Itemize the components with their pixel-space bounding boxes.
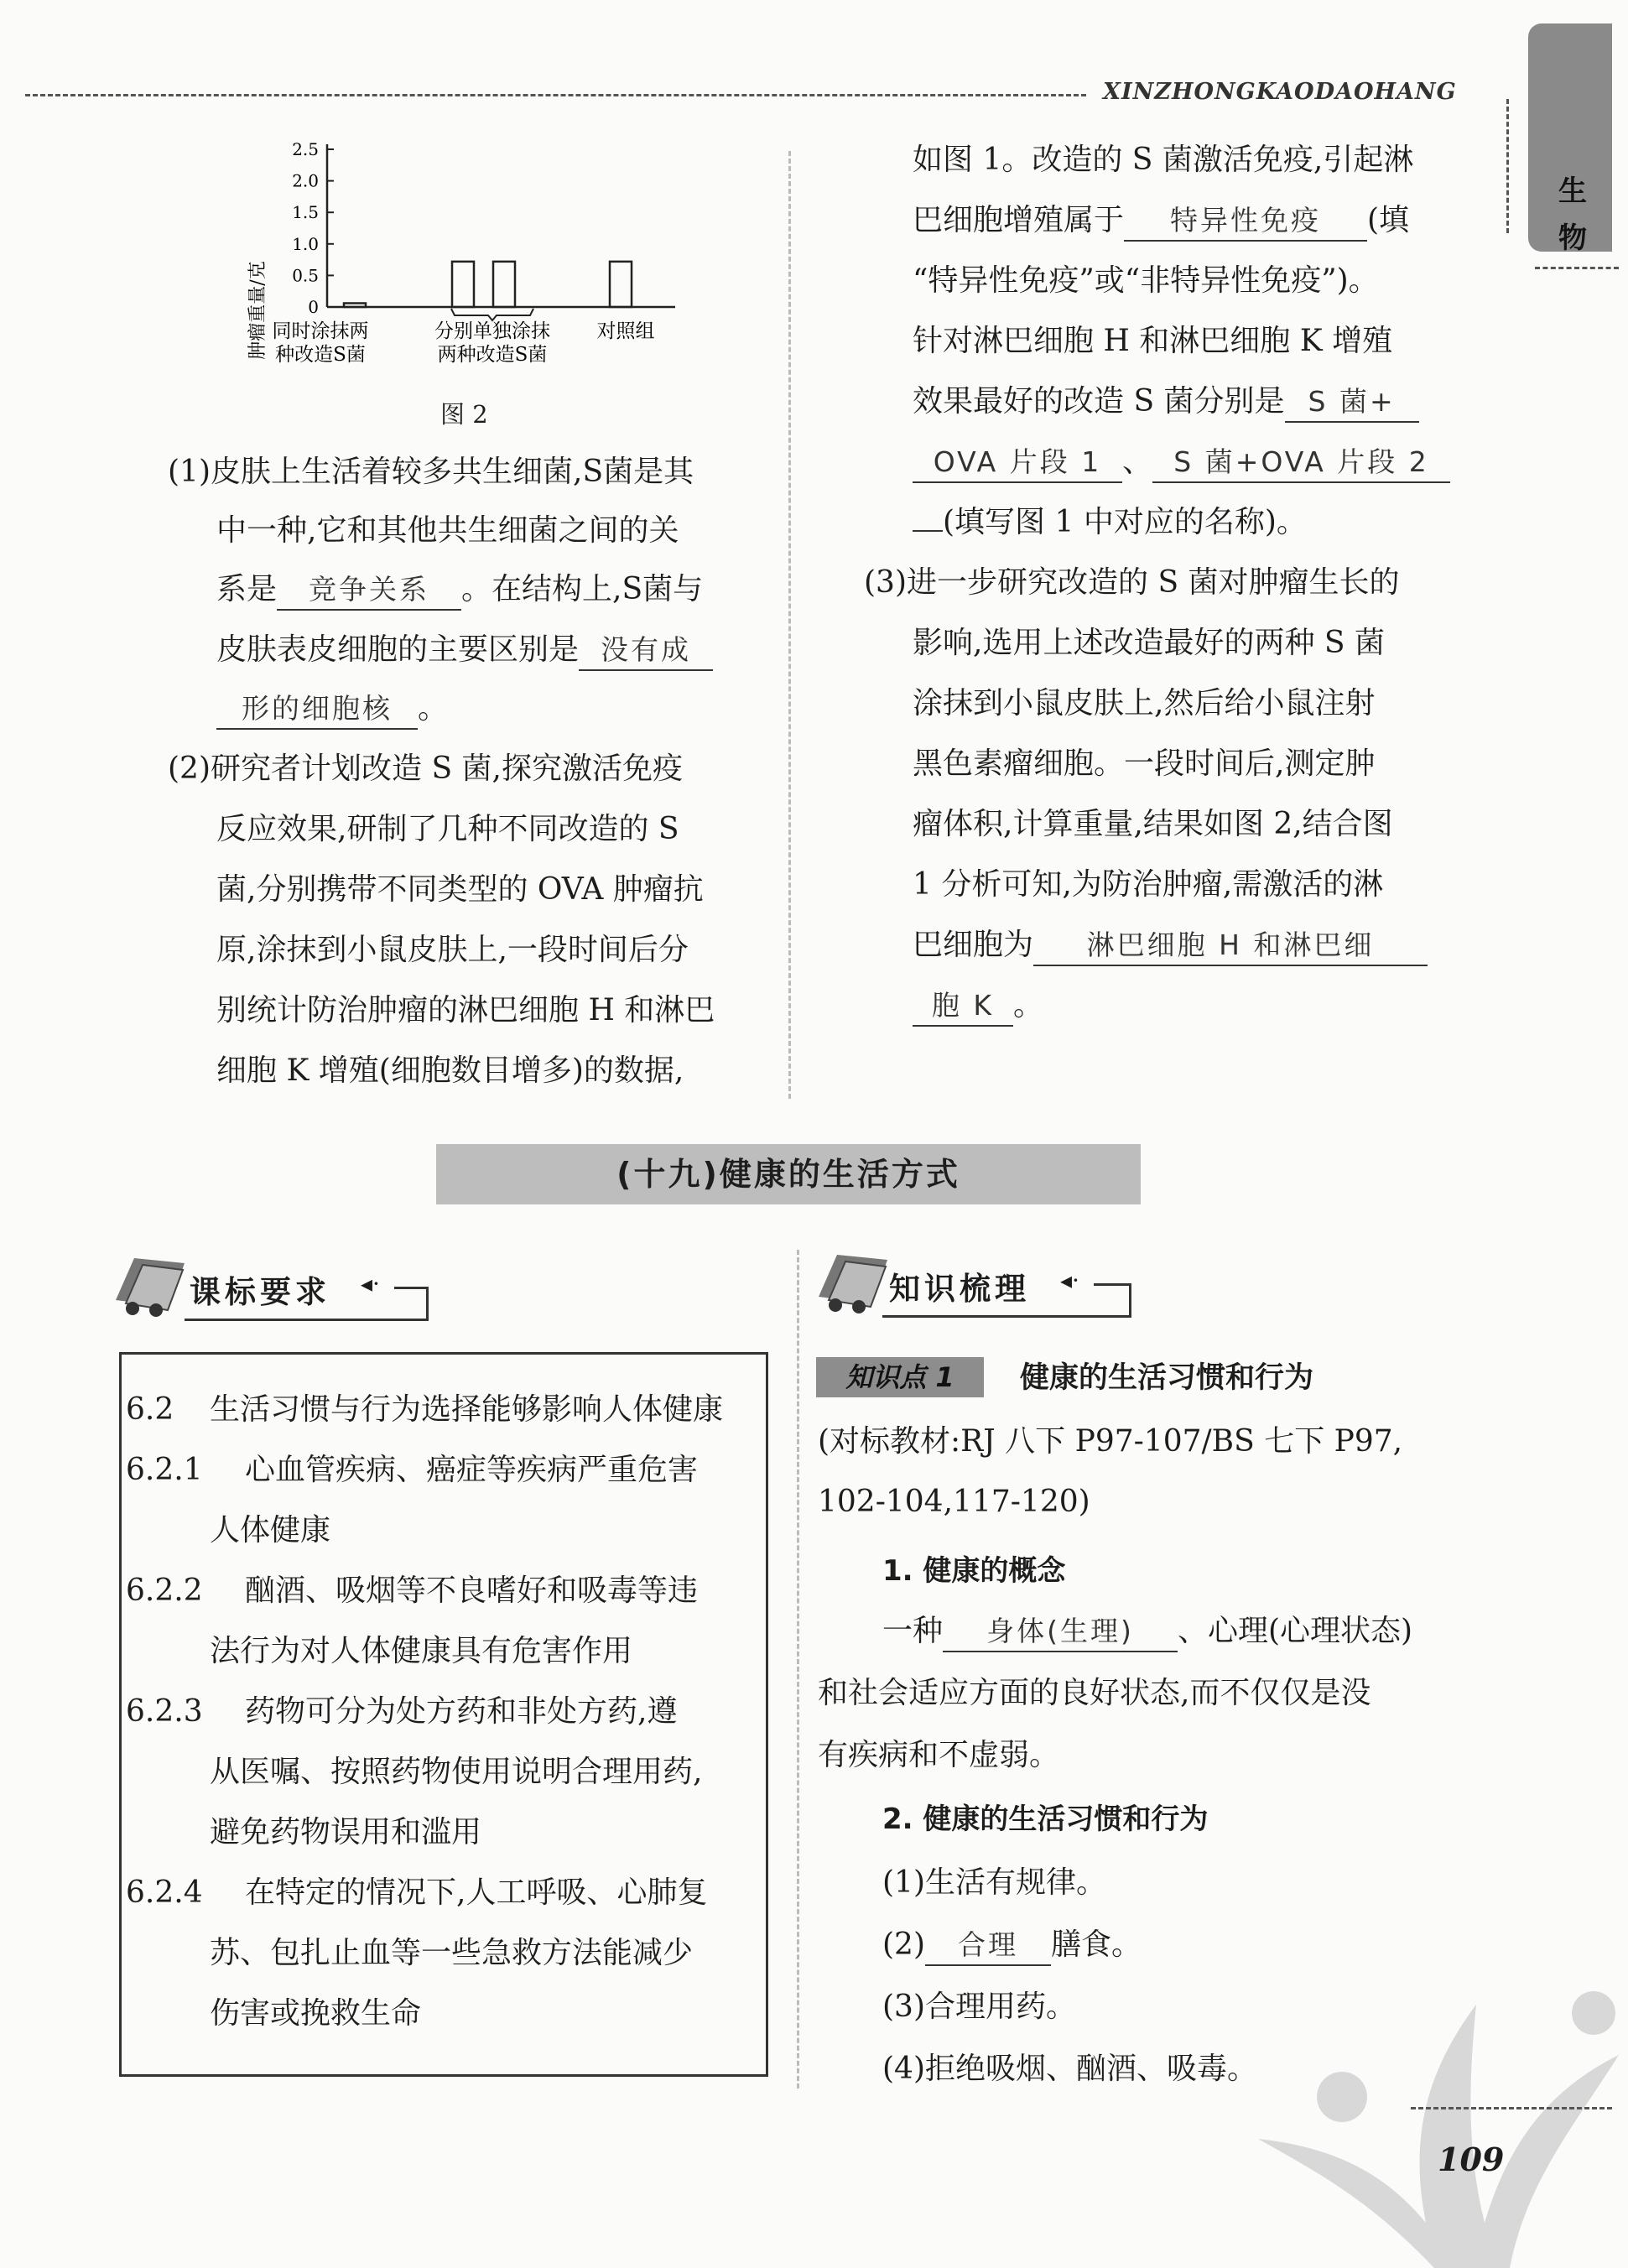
page-number: 109	[1438, 2141, 1505, 2178]
req-text: 生活习惯与行为选择能够影响人体健康	[210, 1392, 724, 1427]
r-line3: “特异性免疫”或“非特异性免疫”)。	[913, 263, 1379, 298]
req-num: 6.2	[126, 1392, 174, 1427]
req-text: 在特定的情况下,人工呼吸、心肺复	[245, 1875, 708, 1910]
tab-dash-horizontal	[1535, 267, 1619, 269]
q2-line1: (2)研究者计划改造 S 菌,探究激活免疫	[168, 752, 683, 786]
text: 、	[1122, 445, 1153, 479]
req-text: 药物可分为处方药和非处方药,遵	[245, 1694, 678, 1729]
x-label-group1-line2: 种改造S菌	[275, 344, 366, 366]
subject-char-2: 物	[1558, 221, 1587, 255]
q3-line7	[913, 926, 1428, 966]
arrow-icon: ◂·	[361, 1270, 380, 1298]
text: 膳食。	[1051, 1927, 1142, 1962]
text: 皮肤表皮细胞的主要区别是	[216, 632, 580, 667]
q3-line5: 瘤体积,计算重量,结果如图 2,结合图	[913, 807, 1393, 841]
answer-blank: 没有成	[579, 631, 713, 671]
req-item-2	[126, 1451, 698, 1490]
y-tick-label-4: 2.0	[292, 170, 319, 191]
req-num: 6.2.2	[126, 1574, 203, 1608]
q1-line1: (1)皮肤上生活着较多共生细菌,S菌是其	[168, 455, 694, 489]
req-text: 酗酒、吸烟等不良嗜好和吸毒等违	[245, 1574, 699, 1608]
req-text: 心血管疾病、癌症等疾病严重危害	[245, 1453, 699, 1487]
s1-line1	[882, 1612, 1412, 1652]
r-line6	[913, 443, 1450, 483]
arrow-icon: ◂·	[1060, 1267, 1079, 1294]
text: 、心理(心理状态)	[1178, 1614, 1413, 1648]
s2-item3: (3)合理用药。	[882, 1990, 1076, 2024]
q2-line3: 菌,分别携带不同类型的 OVA 肿瘤抗	[216, 872, 704, 907]
knowledge-point-title: 健康的生活习惯和行为	[1020, 1361, 1314, 1395]
req-item-4	[126, 1693, 677, 1731]
answer-blank: OVA 片段 1	[913, 443, 1122, 483]
footer-dashed-rule	[1411, 2107, 1612, 2109]
q1-line5	[216, 689, 448, 730]
r-line4: 针对淋巴细胞 H 和淋巴细胞 K 增殖	[913, 324, 1393, 358]
s1-line2: 和社会适应方面的良好状态,而不仅仅是没	[818, 1676, 1371, 1710]
x-label-group1-line1: 同时涂抹两	[272, 320, 369, 342]
text: 巴细胞增殖属于	[913, 203, 1125, 237]
req-item-4-line2: 从医嘱、按照药物使用说明合理用药,	[210, 1755, 703, 1789]
decorative-splash	[1241, 1921, 1628, 2268]
subject-tab	[1528, 23, 1612, 255]
y-tick-label-5: 2.5	[292, 139, 319, 159]
s1-line3: 有疾病和不虚弱。	[818, 1738, 1060, 1772]
y-tick-label-3: 1.5	[292, 202, 319, 223]
req-item-4-line3: 避免药物误用和滥用	[210, 1815, 482, 1849]
q1-line3	[216, 570, 703, 611]
x-label-group3-line1: 对照组	[596, 320, 655, 342]
book-icon	[109, 1251, 193, 1319]
answer-blank: 身体(生理)	[943, 1612, 1178, 1652]
heading-rule	[1094, 1283, 1131, 1286]
answer-blank: 淋巴细胞 H 和淋巴细	[1033, 926, 1428, 966]
text: (填	[1367, 203, 1410, 237]
text: (填写图 1 中对应的名称)。	[943, 505, 1307, 539]
q2-line4: 原,涂抹到小鼠皮肤上,一段时间后分	[216, 933, 689, 967]
answer-blank: 特异性免疫	[1124, 201, 1367, 242]
ref-line1: (对标教材:RJ 八下 P97-107/BS 七下 P97,	[818, 1424, 1403, 1459]
q3-line1: (3)进一步研究改造的 S 菌对肿瘤生长的	[864, 565, 1400, 600]
q1-line2: 中一种,它和其他共生细菌之间的关	[216, 513, 679, 548]
bar-group2-1	[452, 262, 474, 307]
heading-underline	[185, 1319, 429, 1321]
q2-line2: 反应效果,研制了几种不同改造的 S	[216, 812, 679, 846]
figure-caption: 图 2	[440, 400, 488, 429]
knowledge-point-badge: 知识点 1	[816, 1357, 984, 1397]
knowledge-heading: 知识梳理	[889, 1271, 1030, 1307]
q2-line5: 别统计防治肿瘤的淋巴细胞 H 和淋巴	[216, 993, 715, 1027]
q3-line3: 涂抹到小鼠皮肤上,然后给小鼠注射	[913, 686, 1376, 720]
text: 。在结构上,S菌与	[461, 572, 704, 606]
s2-item2	[882, 1926, 1142, 1966]
answer-blank: S 菌+OVA 片段 2	[1152, 443, 1450, 483]
ref-line2: 102-104,117-120)	[818, 1485, 1090, 1519]
q3-line6: 1 分析可知,为防治肿瘤,需激活的淋	[913, 867, 1384, 902]
text: 效果最好的改造 S 菌分别是	[913, 384, 1285, 419]
req-item-3	[126, 1572, 698, 1610]
r-line2	[913, 201, 1409, 242]
heading-rule	[394, 1287, 428, 1289]
req-num: 6.2.1	[126, 1453, 203, 1487]
heading-rule-vertical	[1129, 1283, 1131, 1315]
x-label-group2-line2: 两种改造S菌	[437, 344, 548, 366]
subject-char-1: 生	[1558, 174, 1587, 208]
text: 。	[1013, 988, 1044, 1022]
req-item-5-line3: 伤害或挽救生命	[210, 1996, 422, 2031]
req-num: 6.2.3	[126, 1694, 203, 1729]
answer-blank: 形的细胞核	[216, 689, 418, 730]
req-item-5-line2: 苏、包扎止血等一些急救方法能减少	[210, 1936, 694, 1970]
y-axis-label: 肿瘤重量/克	[247, 261, 268, 360]
heading-rule-vertical	[426, 1287, 429, 1320]
answer-blank: S 菌+	[1285, 382, 1419, 423]
y-tick-label-1: 0.5	[292, 265, 319, 286]
y-tick-label-0: 0	[308, 297, 319, 317]
q1-line4	[216, 631, 713, 671]
req-item-1	[126, 1391, 723, 1429]
header-dashed-rule	[25, 94, 1086, 96]
y-tick-label-2: 1.0	[292, 233, 319, 254]
section-title-banner: (十九)健康的生活方式	[436, 1144, 1141, 1204]
s2-item4: (4)拒绝吸烟、酗酒、吸毒。	[882, 2052, 1257, 2086]
x-label-group2-line1: 分别单独涂抹	[434, 320, 550, 342]
answer-blank: 竞争关系	[277, 570, 461, 611]
q3-line4: 黑色素瘤细胞。一段时间后,测定肿	[913, 746, 1376, 781]
requirements-heading: 课标要求	[190, 1274, 330, 1310]
answer-blank: 胞 K	[913, 986, 1013, 1027]
text: 。	[418, 691, 449, 726]
text: 系是	[216, 572, 278, 606]
answer-blank-end	[913, 530, 943, 532]
q3-line2: 影响,选用上述改造最好的两种 S 菌	[913, 626, 1385, 660]
bar-group2-2	[493, 262, 515, 307]
req-num: 6.2.4	[126, 1875, 203, 1910]
group2-bracket	[451, 309, 533, 320]
s2-item1: (1)生活有规律。	[882, 1865, 1106, 1900]
series-title: XINZHONGKAODAOHANG	[1103, 79, 1457, 105]
r-line1: 如图 1。改造的 S 菌激活免疫,引起淋	[913, 143, 1414, 177]
q3-line8	[913, 986, 1043, 1027]
column-separator	[797, 1250, 799, 2089]
bar-group3-1	[610, 262, 632, 307]
answer-blank: 合理	[925, 1926, 1051, 1966]
text: 一种	[882, 1614, 944, 1648]
book-icon	[812, 1248, 896, 1315]
req-item-2-line2: 人体健康	[210, 1513, 331, 1548]
tab-dash-vertical	[1506, 99, 1509, 233]
subsection-2-title: 2. 健康的生活习惯和行为	[882, 1802, 1209, 1836]
heading-underline	[882, 1315, 1131, 1318]
bar-group1-1	[344, 303, 366, 307]
text: (2)	[882, 1927, 925, 1962]
req-item-3-line2: 法行为对人体健康具有危害作用	[210, 1634, 633, 1668]
text: 巴细胞为	[913, 928, 1034, 962]
req-item-5	[126, 1874, 707, 1912]
subsection-1-title: 1. 健康的概念	[882, 1554, 1066, 1588]
r-line5	[913, 382, 1419, 423]
q2-line6: 细胞 K 增殖(细胞数目增多)的数据,	[216, 1053, 684, 1088]
r-line7	[913, 503, 1307, 542]
column-separator	[788, 151, 791, 1099]
